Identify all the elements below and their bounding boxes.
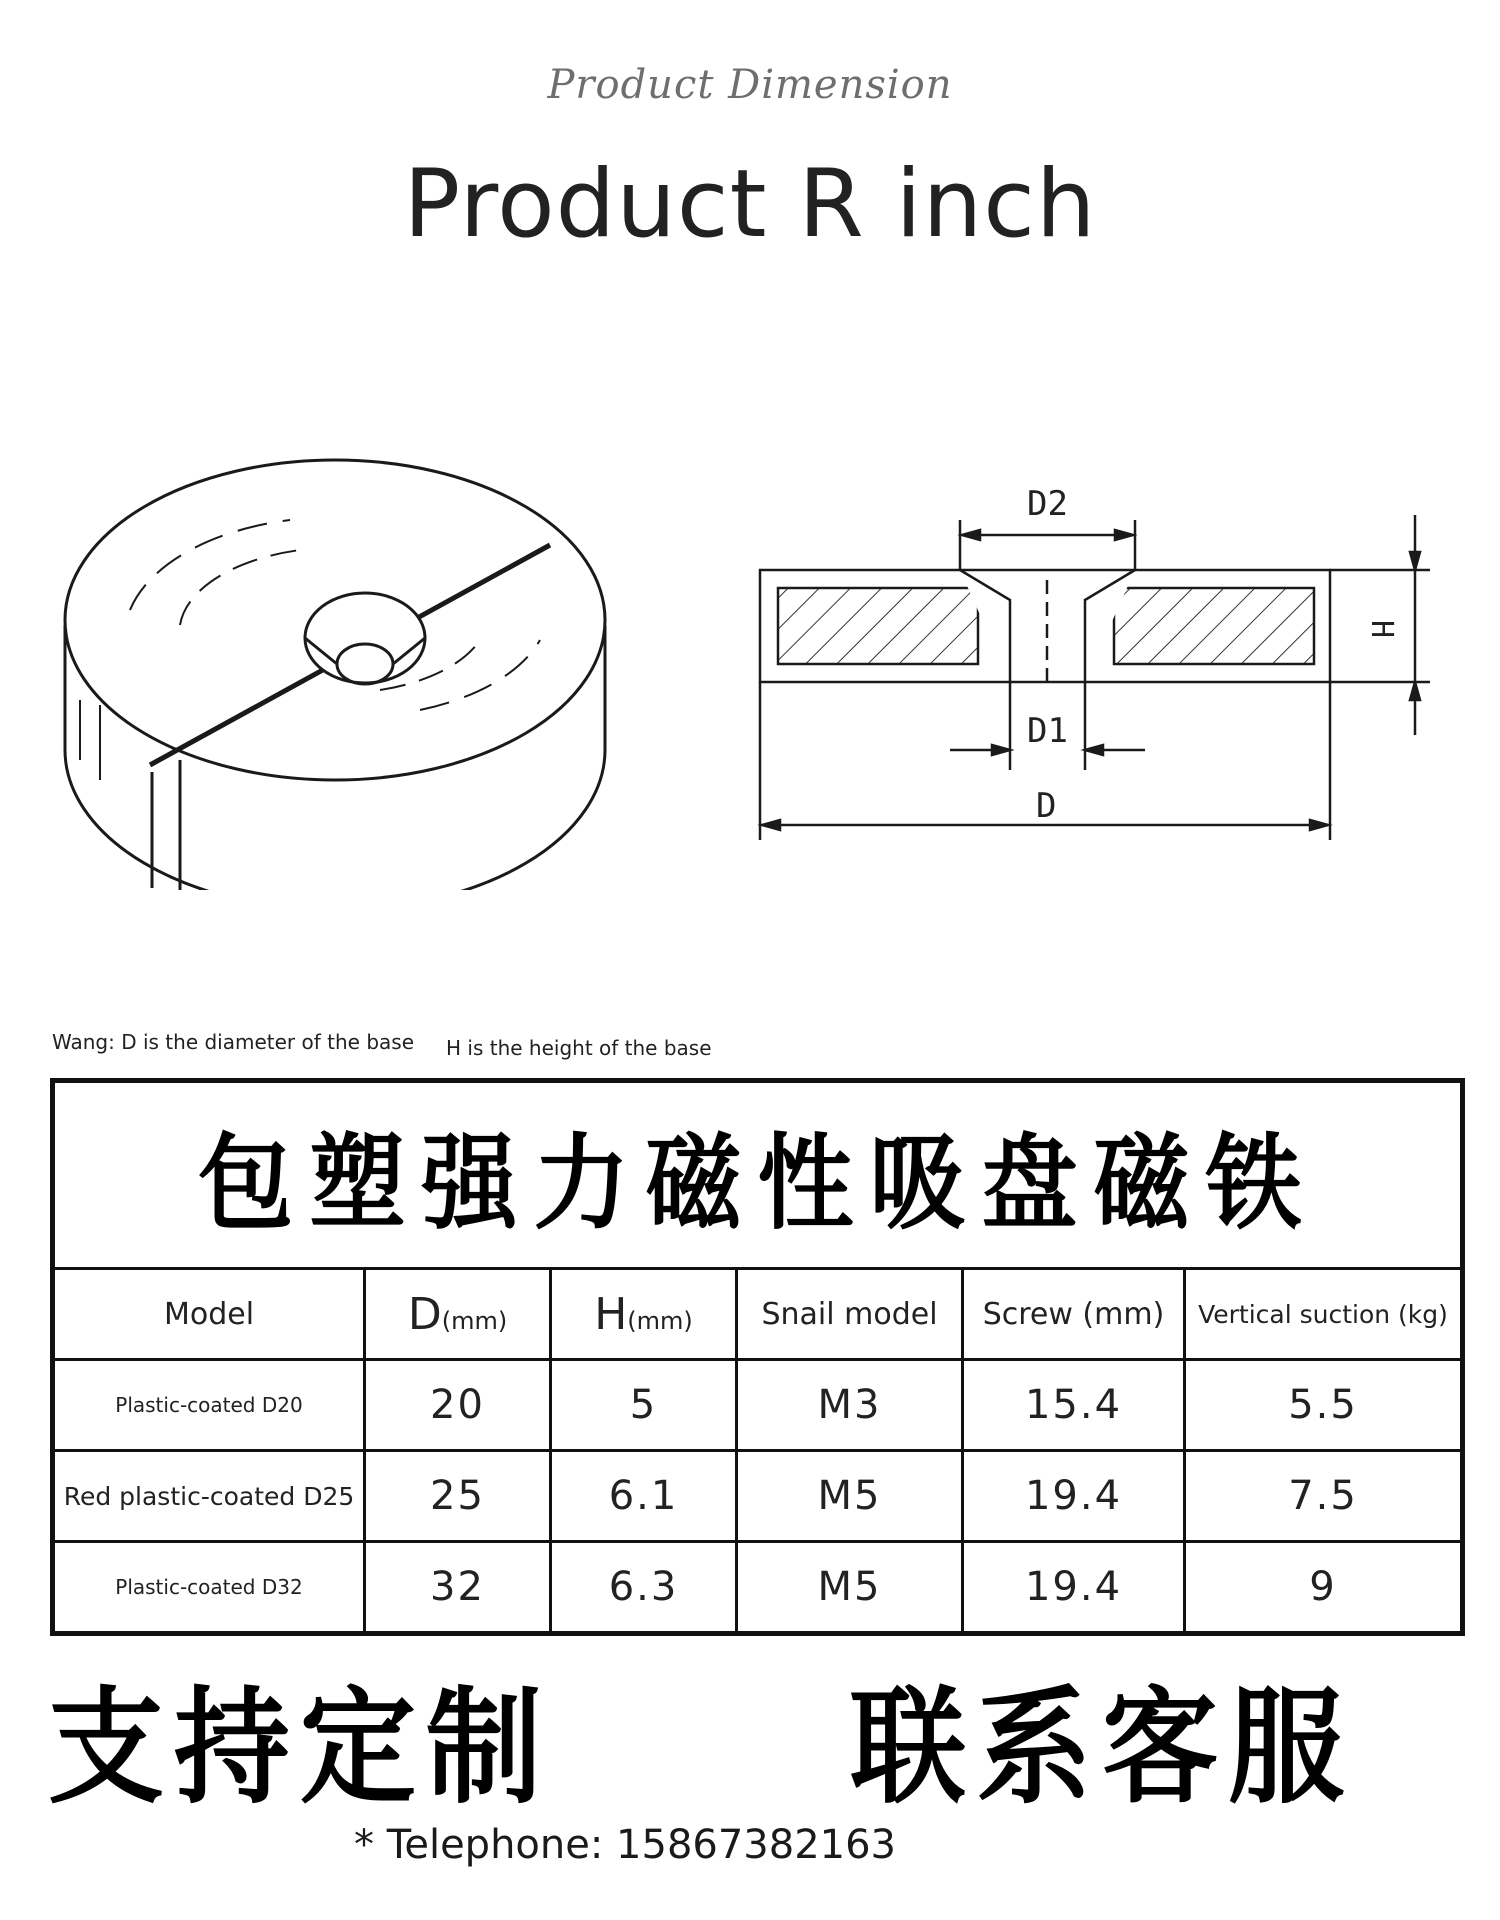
cell-d: 25 xyxy=(365,1451,551,1542)
cell-screw: 19.4 xyxy=(963,1542,1185,1634)
table-header-row xyxy=(53,1269,1463,1360)
table-row xyxy=(53,1360,1463,1451)
header-suction: Vertical suction (kg) xyxy=(1185,1269,1463,1360)
spec-table xyxy=(50,1078,1465,1636)
magnet-section-drawing xyxy=(740,480,1480,860)
cell-h: 6.3 xyxy=(551,1542,737,1634)
label-d: D xyxy=(1036,786,1057,826)
cell-model: Plastic-coated D20 xyxy=(53,1360,365,1451)
cell-model: Plastic-coated D32 xyxy=(53,1542,365,1634)
header-d-letter: D xyxy=(407,1288,442,1340)
contact-service-text: 联系客服 xyxy=(850,1675,1354,1822)
caption-height: H is the height of the base xyxy=(446,1036,712,1060)
header-screw: Screw (mm) xyxy=(963,1269,1185,1360)
cell-h: 5 xyxy=(551,1360,737,1451)
magnet-3d-illustration xyxy=(40,450,640,890)
caption-diameter: Wang: D is the diameter of the base xyxy=(52,1030,415,1054)
cell-suction: 7.5 xyxy=(1185,1451,1463,1542)
header-d-unit: (mm) xyxy=(441,1306,508,1335)
cell-snail: M5 xyxy=(737,1451,963,1542)
banner-text: 包塑强力磁性吸盘磁铁 xyxy=(197,1122,1318,1244)
header-h-letter: H xyxy=(594,1288,628,1340)
cell-h: 6.1 xyxy=(551,1451,737,1542)
table-row xyxy=(53,1451,1463,1542)
telephone-line: * Telephone: 15867382163 xyxy=(354,1822,896,1868)
cell-suction: 9 xyxy=(1185,1542,1463,1634)
label-d2: D2 xyxy=(1027,484,1068,524)
header-h xyxy=(551,1269,737,1360)
label-d1: D1 xyxy=(1027,711,1068,751)
table-banner xyxy=(53,1081,1463,1269)
cell-d: 32 xyxy=(365,1542,551,1634)
label-h: H xyxy=(1364,620,1399,639)
script-subtitle: Product Dimension xyxy=(547,62,953,108)
table-row xyxy=(53,1542,1463,1634)
header-h-unit: (mm) xyxy=(627,1306,693,1335)
cell-d: 20 xyxy=(365,1360,551,1451)
header-model: Model xyxy=(53,1269,365,1360)
cell-snail: M5 xyxy=(737,1542,963,1634)
header-snail: Snail model xyxy=(737,1269,963,1360)
page-title: Product R inch xyxy=(403,150,1097,259)
header-d xyxy=(365,1269,551,1360)
customization-text: 支持定制 xyxy=(48,1675,552,1822)
cell-suction: 5.5 xyxy=(1185,1360,1463,1451)
cell-screw: 15.4 xyxy=(963,1360,1185,1451)
cell-model: Red plastic-coated D25 xyxy=(53,1451,365,1542)
cell-snail: M3 xyxy=(737,1360,963,1451)
cell-screw: 19.4 xyxy=(963,1451,1185,1542)
